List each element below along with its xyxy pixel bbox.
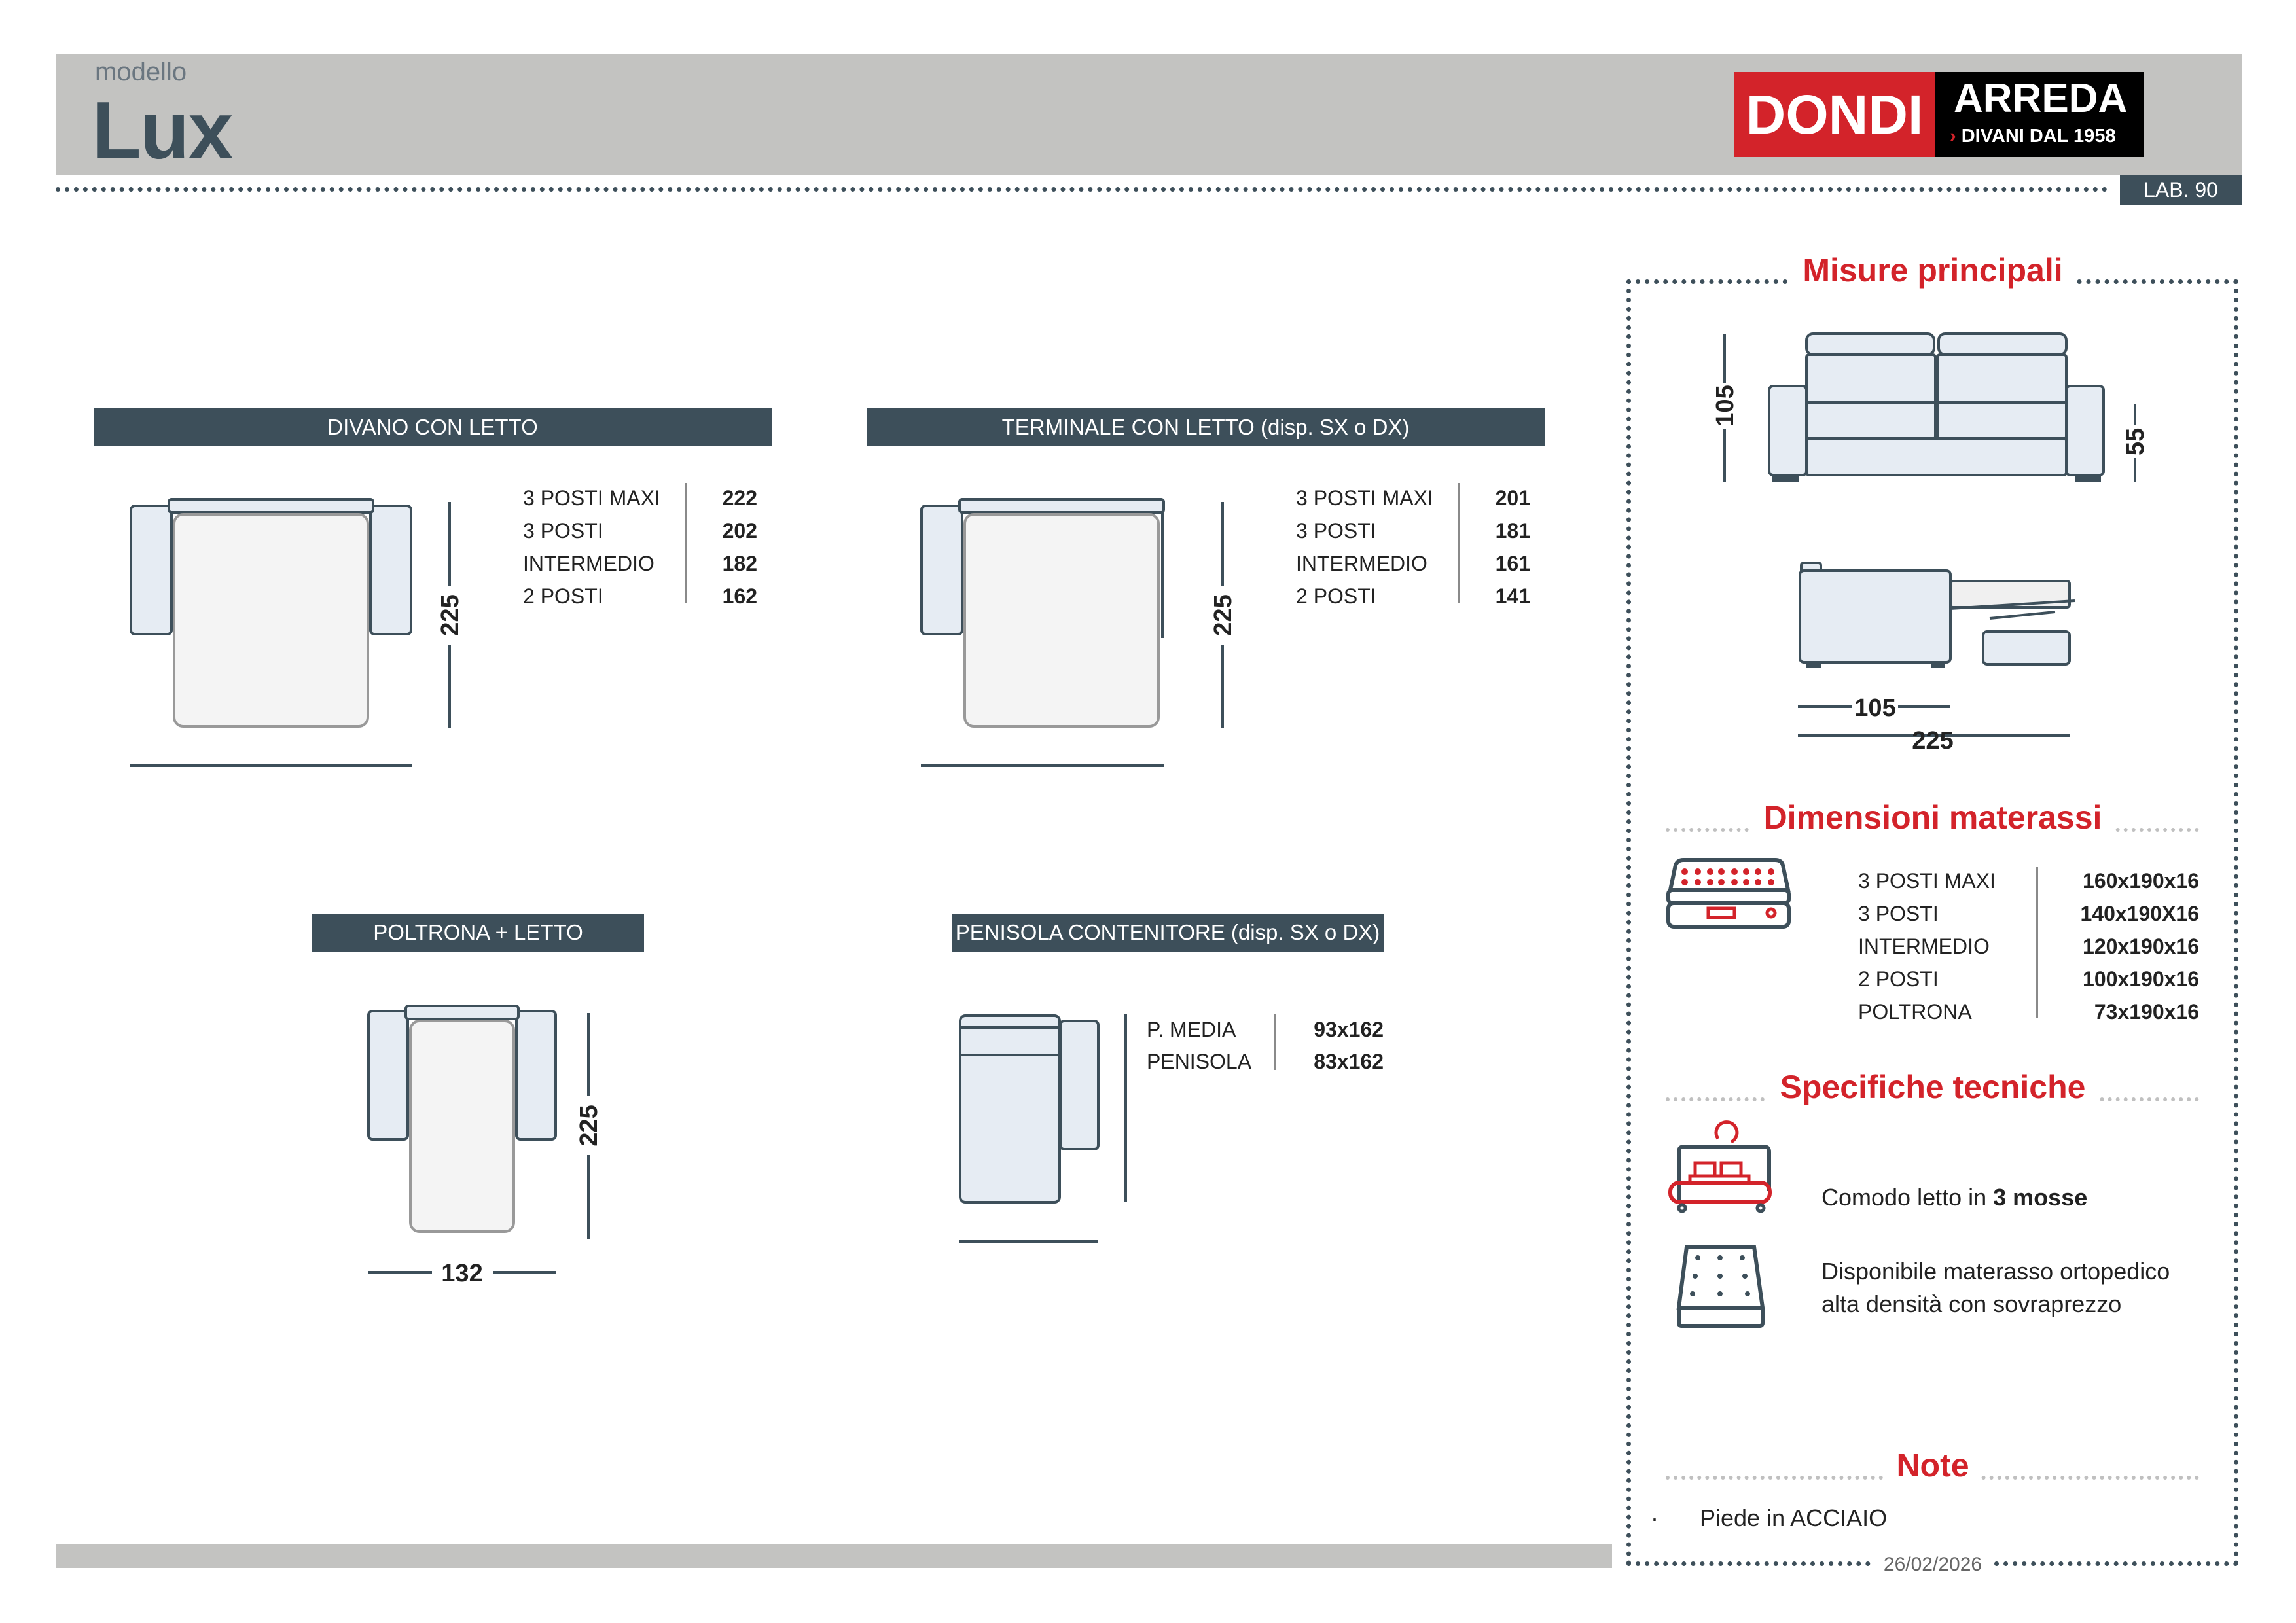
materassi-row-value: 140x190X16 bbox=[2080, 902, 2199, 925]
penisola-table-divider bbox=[1274, 1014, 1276, 1070]
materassi-row-label: 3 POSTI MAXI bbox=[1858, 869, 1996, 893]
model-label: modello bbox=[95, 58, 187, 86]
divano-armrest-left bbox=[131, 506, 171, 634]
terminale-row-label: 2 POSTI bbox=[1296, 584, 1376, 608]
logo-arreda bbox=[1935, 72, 2144, 157]
divano-depth-label: 225 bbox=[437, 594, 464, 636]
note-item: Piede in ACCIAIO bbox=[1700, 1505, 1888, 1531]
poltrona-armrest-left bbox=[368, 1011, 408, 1139]
penisola-row-value: 93x162 bbox=[1314, 1018, 1384, 1041]
terminale-row-label: 3 POSTI MAXI bbox=[1296, 486, 1433, 510]
terminale-row-label: INTERMEDIO bbox=[1296, 552, 1427, 575]
poltrona-mattress bbox=[410, 1021, 514, 1232]
divano-armrest-right bbox=[370, 506, 411, 634]
divano-row-value: 182 bbox=[722, 552, 757, 575]
divano-row-value: 162 bbox=[722, 584, 757, 608]
open-depth-label: 225 bbox=[1912, 727, 1954, 755]
poltrona-width-label: 132 bbox=[441, 1260, 483, 1287]
materassi-row-value: 160x190x16 bbox=[2083, 869, 2199, 893]
terminale-row-label: 3 POSTI bbox=[1296, 519, 1376, 543]
divano-table-divider bbox=[685, 483, 687, 603]
chevron-icon: › bbox=[1950, 126, 1956, 147]
penisola-row-value: 83x162 bbox=[1314, 1050, 1384, 1073]
terminale-armrest bbox=[922, 506, 962, 634]
materassi-row-value: 100x190x16 bbox=[2083, 967, 2199, 991]
divano-mattress bbox=[174, 514, 368, 726]
divano-row-label: 2 POSTI bbox=[523, 584, 603, 608]
materassi-row-label: 2 POSTI bbox=[1858, 967, 1939, 991]
section-title-terminale: TERMINALE CON LETTO (disp. SX o DX) bbox=[867, 408, 1545, 446]
poltrona-depth-label: 225 bbox=[575, 1105, 603, 1147]
penisola-seat bbox=[960, 1016, 1060, 1202]
materassi-row-value: 73x190x16 bbox=[2094, 1000, 2199, 1024]
materassi-title: Dimensioni materassi bbox=[1752, 798, 2114, 836]
penisola-row-label: PENISOLA bbox=[1147, 1050, 1252, 1073]
misure-title: Misure principali bbox=[1791, 251, 2074, 289]
note-bullet: · bbox=[1651, 1505, 1659, 1531]
depth-label: 105 bbox=[1854, 694, 1896, 722]
document-date: 26/02/2026 bbox=[1873, 1554, 1992, 1576]
materassi-row-label: POLTRONA bbox=[1858, 1000, 1972, 1024]
note-title: Note bbox=[1884, 1446, 1981, 1484]
penisola-armrest bbox=[1060, 1021, 1098, 1149]
logo-arreda-text: ARREDA bbox=[1954, 76, 2128, 121]
terminale-mattress bbox=[965, 514, 1158, 726]
terminale-row-value: 181 bbox=[1495, 519, 1530, 543]
divano-backrest bbox=[169, 499, 373, 512]
divano-row-label: 3 POSTI bbox=[523, 519, 603, 543]
height-label: 105 bbox=[1712, 385, 1739, 427]
section-title-poltrona: POLTRONA + LETTO bbox=[312, 914, 644, 952]
logo-tagline bbox=[1950, 127, 2116, 146]
poltrona-backrest bbox=[406, 1006, 518, 1019]
logo-tagline-text: DIVANI DAL 1958 bbox=[1961, 126, 2116, 147]
lab-badge: LAB. 90 bbox=[2120, 175, 2242, 205]
spec-orthopedic-line1: Disponibile materasso ortopedico bbox=[1821, 1258, 2170, 1285]
poltrona-armrest-right bbox=[516, 1011, 556, 1139]
materassi-row-label: INTERMEDIO bbox=[1858, 935, 1990, 958]
logo-dondi: DONDI bbox=[1734, 72, 1935, 157]
materassi-table-divider bbox=[2036, 867, 2038, 1018]
divano-row-value: 202 bbox=[722, 519, 757, 543]
spec-orthopedic bbox=[1821, 1255, 2170, 1321]
footer-band bbox=[56, 1544, 1612, 1568]
spec-bed-bold: 3 mosse bbox=[1993, 1184, 2088, 1211]
model-name: Lux bbox=[92, 86, 232, 176]
terminale-table-divider bbox=[1458, 483, 1460, 603]
divano-row-label: 3 POSTI MAXI bbox=[523, 486, 660, 510]
divano-row-value: 222 bbox=[722, 486, 757, 510]
spec-orthopedic-line2: alta densità con sovraprezzo bbox=[1821, 1291, 2122, 1318]
orthopedic-mattress-icon bbox=[0, 0, 1, 1]
section-title-divano: DIVANO CON LETTO bbox=[94, 408, 772, 446]
terminale-row-value: 161 bbox=[1495, 552, 1530, 575]
penisola-row-label: P. MEDIA bbox=[1147, 1018, 1236, 1041]
terminale-row-value: 201 bbox=[1495, 486, 1530, 510]
section-title-penisola: PENISOLA CONTENITORE (disp. SX o DX) bbox=[952, 914, 1384, 952]
seat-height-label: 55 bbox=[2122, 427, 2149, 456]
terminale-depth-label: 225 bbox=[1210, 594, 1237, 636]
header-dotted-divider bbox=[56, 187, 2108, 192]
specifiche-title: Specifiche tecniche bbox=[1768, 1068, 2098, 1106]
terminale-row-value: 141 bbox=[1495, 584, 1530, 608]
spec-bed-text: Comodo letto in bbox=[1821, 1184, 1994, 1211]
spec-bed-3-moves bbox=[1821, 1181, 2087, 1214]
terminale-backrest bbox=[960, 499, 1164, 512]
materassi-row-value: 120x190x16 bbox=[2083, 935, 2199, 958]
materassi-row-label: 3 POSTI bbox=[1858, 902, 1939, 925]
divano-row-label: INTERMEDIO bbox=[523, 552, 655, 575]
